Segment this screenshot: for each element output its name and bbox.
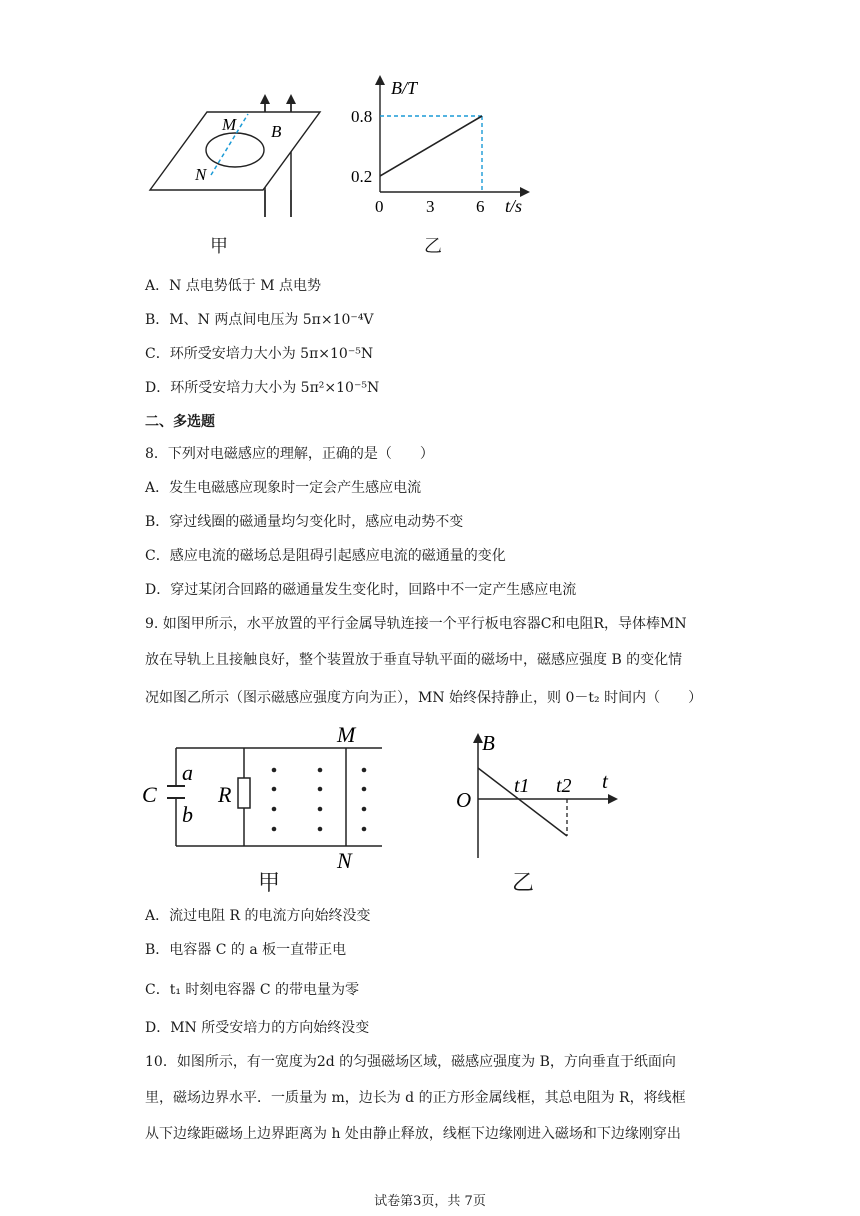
q7-jia-caption: 甲 — [210, 236, 228, 257]
q7-jia-label-n: N — [195, 165, 207, 184]
q7-yi-y-label: B/T — [391, 78, 418, 98]
q9-jia-label-m: M — [337, 722, 356, 747]
q9-option-b: B．电容器 C 的 a 板一直带正电 — [145, 942, 347, 958]
q8-option-c: C．感应电流的磁场总是阻碍引起感应电流的磁通量的变化 — [145, 548, 506, 564]
q10-line2: 里，磁场边界水平．一质量为 m，边长为 d 的正方形金属线框，其总电阻为 R，将线框 — [145, 1090, 686, 1106]
q7-jia-label-b: B — [271, 122, 282, 141]
q9-jia-label-n: N — [337, 848, 352, 872]
q7-yi-caption: 乙 — [424, 236, 442, 257]
q9-option-d: D．MN 所受安培力的方向始终没变 — [145, 1020, 370, 1036]
q9-yi-label-t1: t1 — [514, 775, 530, 797]
q9-yi-label-t: t — [602, 769, 608, 793]
q8-stem: 8．下列对电磁感应的理解，正确的是（ ） — [145, 446, 434, 462]
q9-yi-caption: 乙 — [512, 871, 535, 896]
q7-figure-jia — [145, 92, 330, 217]
q9-jia-caption: 甲 — [258, 871, 281, 896]
q7-option-a: A．N 点电势低于 M 点电势 — [145, 278, 322, 294]
q9-jia-label-a: a — [182, 760, 193, 785]
q7-option-c: C．环所受安培力大小为 5π×10⁻⁵N — [145, 346, 374, 362]
q7-yi-tick-02: 0.2 — [351, 167, 373, 186]
q9-yi-label-b: B — [482, 731, 495, 755]
q7-yi-tick-08: 0.8 — [351, 107, 373, 126]
q9-yi-label-t2: t2 — [556, 775, 572, 797]
q9-stem-line3: 况如图乙所示（图示磁感应强度方向为正），MN 始终保持静止，则 0－t₂ 时间内（ ） — [145, 690, 703, 706]
q8-option-d: D．穿过某闭合回路的磁通量发生变化时，回路中不一定产生感应电流 — [145, 582, 577, 598]
q9-jia-label-c: C — [142, 782, 157, 807]
q9-option-c: C．t₁ 时刻电容器 C 的带电量为零 — [145, 982, 360, 998]
q9-stem-line2: 放在导轨上且接触良好，整个装置放于垂直导轨平面的磁场中，磁感应强度 B 的变化情 — [145, 652, 683, 668]
q9-figure-jia — [140, 722, 390, 872]
q9-yi-label-o: O — [456, 788, 472, 812]
q9-jia-label-b: b — [182, 802, 193, 827]
q10-line3: 从下边缘距磁场上边界距离为 h 处由静止释放，线框下边缘刚进入磁场和下边缘刚穿出 — [145, 1126, 681, 1142]
q7-option-b: B．M、N 两点间电压为 5π×10⁻⁴V — [145, 312, 374, 328]
q8-option-a: A．发生电磁感应现象时一定会产生感应电流 — [145, 480, 422, 496]
q7-yi-x-label: t/s — [505, 196, 523, 216]
q7-yi-tick-0: 0 — [375, 197, 384, 216]
q7-figure-yi — [345, 70, 540, 230]
q7-option-d: D．环所受安培力大小为 5π²×10⁻⁵N — [145, 380, 380, 396]
q8-option-b: B．穿过线圈的磁通量均匀变化时，感应电动势不变 — [145, 514, 464, 530]
q9-stem-line1: 9. 如图甲所示，水平放置的平行金属导轨连接一个平行板电容器C和电阻R，导体棒MN — [145, 616, 687, 632]
page-footer: 试卷第3页，共 7页 — [374, 1194, 486, 1209]
q10-line1: 10．如图所示，有一宽度为2d 的匀强磁场区域，磁感应强度为 B，方向垂直于纸面向 — [145, 1054, 676, 1070]
q7-yi-tick-6: 6 — [476, 197, 485, 216]
q9-option-a: A．流过电阻 R 的电流方向始终没变 — [145, 908, 371, 924]
section-title: 二、多选题 — [145, 414, 215, 430]
q7-jia-label-m: M — [222, 115, 237, 134]
q9-figure-yi — [452, 728, 627, 863]
q7-yi-tick-3: 3 — [426, 197, 435, 216]
q9-jia-label-r: R — [218, 782, 232, 807]
q7-yi-data-line — [380, 116, 482, 176]
